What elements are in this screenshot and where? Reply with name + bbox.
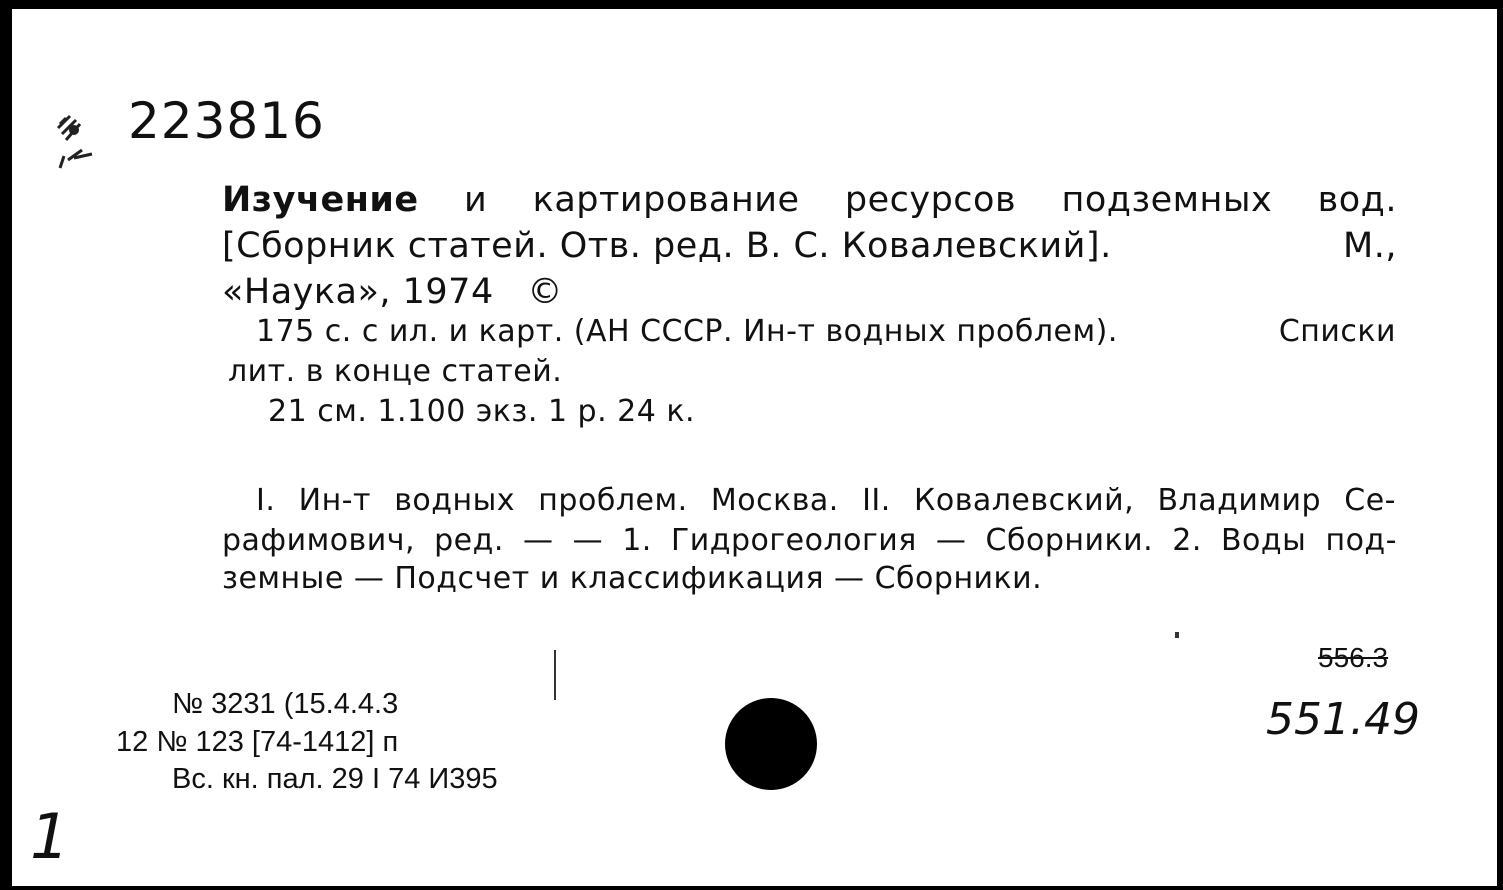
description-line-1 [256, 314, 1396, 349]
title-line-1-rest: и картирование ресурсов подземных вод. [464, 180, 1397, 220]
description-line-3: 21 см. 1.100 экз. 1 р. 24 к. [268, 394, 696, 429]
dot-mark [1175, 632, 1179, 638]
classification-old: 556.3 [1318, 642, 1389, 673]
publisher-year: «Наука», 1974 [222, 272, 494, 312]
tracing-line-2: рафимович, ред. — — 1. Гидрогеология — Сборники. 2. Воды под- [222, 523, 1397, 558]
description-line-1-right: Списки [1278, 314, 1396, 349]
handwritten-page-number: 1 [30, 800, 70, 873]
tracing-line-3: земные — Подсчет и классификация — Сборники. [222, 561, 1043, 596]
pencil-mark [554, 650, 556, 700]
punch-hole [725, 698, 817, 790]
imprint-line-1: № 3231 (15.4.4.3 [172, 688, 399, 720]
accession-number: 223816 [128, 92, 325, 150]
title-line-3 [222, 272, 1397, 312]
tracing-line-1: I. Ин-т водных проблем. Москва. II. Ковалевский, Владимир Се- [256, 483, 1396, 518]
title-line-2 [222, 226, 1397, 266]
classification-new: 551.49 [1266, 694, 1420, 745]
stamp-icon [52, 110, 112, 170]
copyright-symbol: © [527, 272, 563, 312]
title-line-2-left: [Сборник статей. Отв. ред. В. С. Ковалевский]. [222, 226, 1112, 266]
imprint-line-2: 12 № 123 [74-1412] п [116, 726, 399, 758]
title-bold-word: Изучение [222, 180, 419, 220]
description-line-2: лит. в конце статей. [228, 354, 563, 389]
description-line-1-left: 175 с. с ил. и карт. (АН СССР. Ин-т водных проблем). [256, 314, 1118, 349]
imprint-line-3: Вс. кн. пал. 29 I 74 И395 [172, 763, 498, 795]
title-line-2-right: М., [1343, 226, 1397, 266]
title-line-1 [222, 180, 1397, 220]
